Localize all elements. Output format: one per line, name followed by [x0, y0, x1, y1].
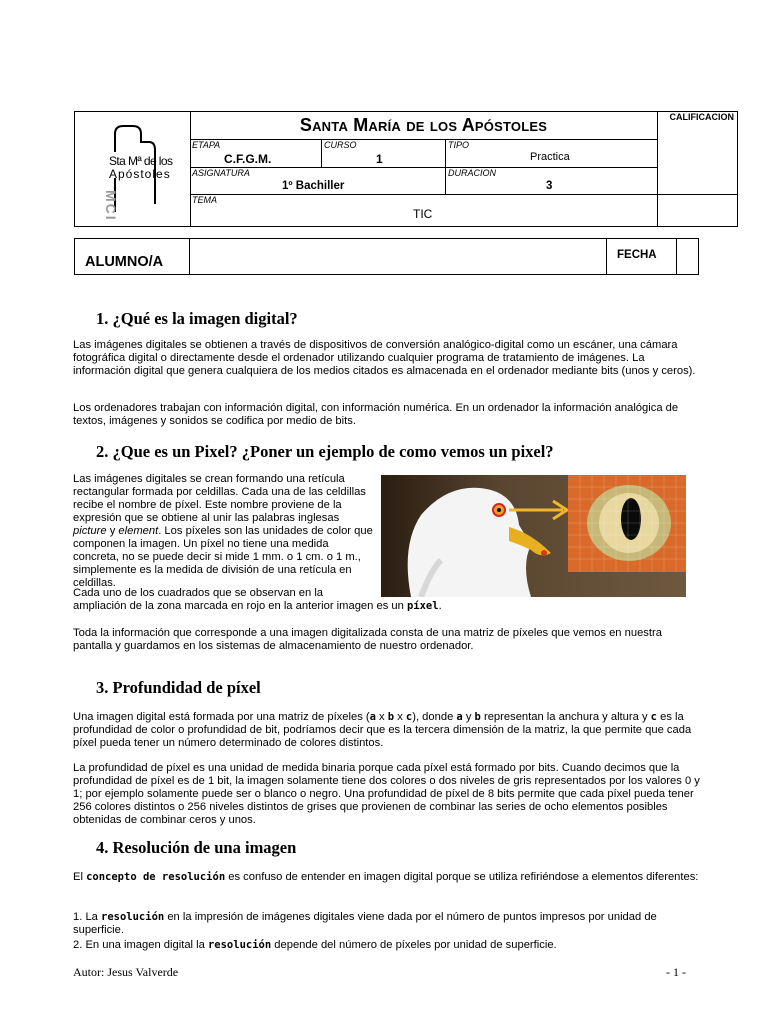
- logo-vertical-text: MCI: [103, 190, 119, 222]
- etapa-label: ETAPA: [192, 140, 221, 150]
- section-3-paragraph-1: Una imagen digital está formada por una matriz de píxeles (a x b x c), donde a y b representan la anchura y altura y c es la profundidad de color o profundidad de bit, podríamos decir que es la tercera dimensión de la matriz, la que permite que cada píxel pueda tener un número determinado de colores distintos.: [73, 711, 692, 749]
- fecha-label: FECHA: [617, 249, 657, 261]
- duracion-label: DURACION: [448, 168, 497, 178]
- section-2-paragraph-1: Las imágenes digitales se crean formando una retícula rectangular formada por celdillas. Cada una de las celdillas recibe el nombre de píxel. Este nombre proviene de la expresión que se obtiene al unir las palabras inglesas picture y element. Los píxeles son las unidades de color que componen la imagen. Un píxel no tiene una medida concreta, no se puede decir si mide 1 mm. o 1 cm. o 1 m., simplemente es la medida de división de una retícula en celdillas.: [73, 473, 373, 589]
- section-2-heading: 2. ¿Que es un Pixel? ¿Poner un ejemplo de como vemos un pixel?: [96, 442, 554, 461]
- alumno-field[interactable]: [189, 239, 607, 274]
- asignatura-cell: [190, 168, 446, 195]
- asignatura-label: ASIGNATURA: [192, 168, 250, 178]
- etapa-cell: [190, 140, 322, 168]
- pixel-keyword: píxel: [406, 600, 439, 612]
- tema-label: TEMA: [192, 195, 218, 205]
- duracion-value: 3: [546, 180, 553, 192]
- section-4-item-2: 2. En una imagen digital la resolución depende del número de píxeles por unidad de superficie.: [73, 939, 557, 951]
- section-1-heading: 1. ¿Qué es la imagen digital?: [96, 309, 298, 328]
- calificacion-cell: [658, 112, 737, 226]
- section-1-paragraph-2: Los ordenadores trabajan con información digital, con información numérica. En un ordenador la información analógica de textos, imágenes y sonidos se codifica por medio de bits.: [73, 402, 679, 427]
- footer-author: Autor: Jesus Valverde: [73, 965, 179, 979]
- header-table: [74, 111, 738, 227]
- tema-cell: [190, 195, 658, 226]
- gull-illustration: [381, 475, 686, 597]
- section-3-paragraph-2: La profundidad de píxel es una unidad de medida binaria porque cada píxel está formado por bits. Cuando decimos que la profundidad de píxel es de 1 bit, la imagen solamente tiene dos colores o dos niveles de gris representados por los valores 0 y 1; por ejemplo solamente puede ser o blanco o negro. Una profundidad de píxel de 8 bits permite que cada píxel pueda tener 256 colores distintos o 256 niveles distintos de grises que provienen de combinar las series de ocho elementos posibles obtenidas de combinar ceros y unos.: [73, 762, 700, 826]
- logo-line1: Sta Mª de los: [109, 154, 173, 168]
- section-1-paragraph-1: Las imágenes digitales se obtienen a través de dispositivos de conversión analógico-digital como un escáner, una cámara fotográfica digital o directamente desde el ordenador utilizando cualquier programa de tratamiento de imágenes. La información digital que genera cualquiera de los medios citados es almacenada en el ordenador mediante bits (unos y ceros).: [73, 339, 696, 377]
- fecha-field[interactable]: [676, 239, 698, 274]
- curso-value: 1: [376, 152, 383, 166]
- concepto-keyword: concepto de resolución: [86, 871, 226, 883]
- etapa-value: C.F.G.M.: [224, 152, 272, 166]
- tipo-value: Practica: [530, 151, 570, 163]
- section-2-paragraph-3: Toda la información que corresponde a una imagen digitalizada consta de una matriz de píxeles que vemos en nuestra pantalla y guardamos en los sistemas de almacenamiento de nuestro ordenador.: [73, 627, 662, 652]
- curso-cell: [322, 140, 446, 168]
- curso-label: CURSO: [324, 140, 357, 150]
- section-4-item-1: 1. La resolución en la impresión de imágenes digitales viene dada por el número de puntos impresos por unidad de superficie.: [73, 911, 657, 936]
- calificacion-label: CALIFICACION: [669, 112, 734, 122]
- section-2-paragraph-2a: Cada uno de los cuadrados que se observan en la: [73, 587, 324, 599]
- section-2-paragraph-2b: ampliación de la zona marcada en rojo en la anterior imagen es un píxel.: [73, 600, 442, 612]
- tipo-label: TIPO: [448, 140, 470, 150]
- asignatura-value: 1º Bachiller: [282, 180, 345, 192]
- logo-line2: Apóstoles: [109, 167, 171, 181]
- student-table: [74, 238, 699, 275]
- footer-page-number: - 1 -: [666, 965, 686, 979]
- duracion-cell: [446, 168, 658, 195]
- tema-value: TIC: [413, 207, 433, 221]
- section-4-paragraph-1: El concepto de resolución es confuso de entender en imagen digital porque se utiliza refiriéndose a elementos diferentes:: [73, 871, 699, 883]
- school-logo: [75, 112, 191, 226]
- school-title: Santa María de los Apóstoles: [299, 115, 548, 135]
- section-3-heading: 3. Profundidad de píxel: [96, 678, 261, 697]
- tipo-cell: [446, 140, 658, 168]
- alumno-label: ALUMNO/A: [85, 254, 164, 270]
- title-row: [190, 112, 658, 140]
- section-4-heading: 4. Resolución de una imagen: [96, 838, 297, 857]
- gull-pixel-image: [381, 475, 686, 597]
